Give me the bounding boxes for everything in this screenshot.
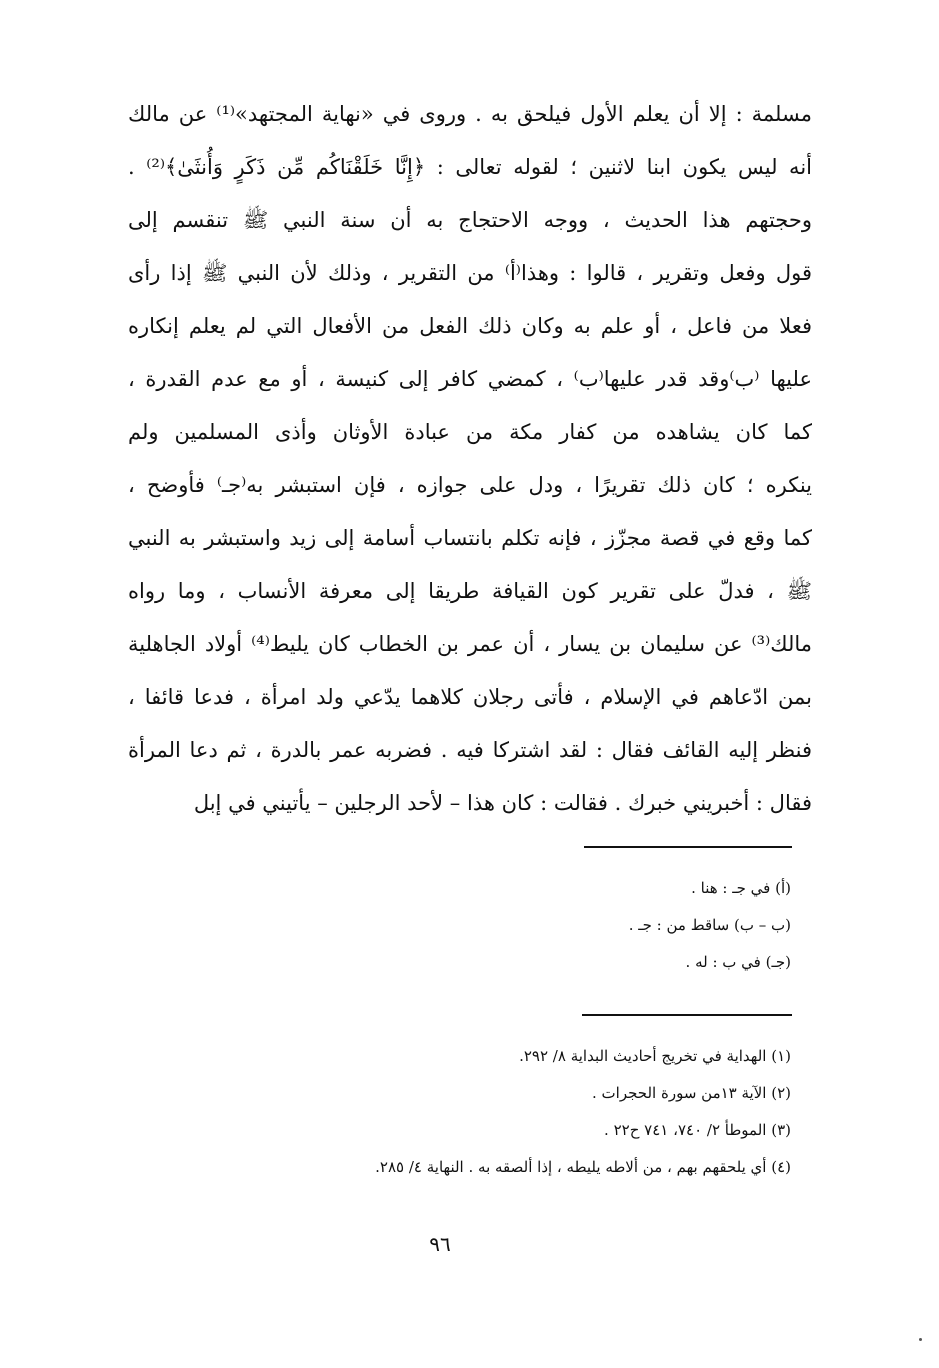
text-line: ينكره ؛ كان ذلك تقريرًا ، ودل على جوازه ، فإن استبشر به⁽جـ⁾ فأوضح ، xyxy=(128,473,812,497)
apparatus-separator-rule xyxy=(584,846,792,848)
footnote: (٢) الآية ١٣من سورة الحجرات . xyxy=(592,1084,791,1102)
text-line: ﷺ ، فدلّ على تقرير كون القيافة طريقا إلى معرفة الأنساب ، وما رواه xyxy=(128,579,812,603)
text-line: فعلا من فاعل ، أو علم به وكان ذلك الفعل من الأفعال التي لم يعلم إنكاره xyxy=(128,314,812,338)
text-line: فقال : أخبريني خبرك . فقالت : كان هذا – لأحد الرجلين – يأتيني في إبل xyxy=(193,791,812,815)
main-text xyxy=(128,88,812,830)
text-line: مسلمة : إلا أن يعلم الأول فيلحق به . وروى في «نهاية المجتهد»⁽¹⁾ عن مالك xyxy=(128,102,812,126)
text-line: وحجتهم هذا الحديث ، ووجه الاحتجاج به أن سنة النبي ﷺ تنقسم إلى xyxy=(128,208,812,232)
apparatus-notes xyxy=(231,870,791,981)
page-number: ٩٦ xyxy=(429,1232,451,1256)
text-line: مالك⁽³⁾ عن سليمان بن يسار ، أن عمر بن الخطاب كان يليط⁽⁴⁾ أولاد الجاهلية xyxy=(128,632,812,656)
apparatus-note: (ب – ب) ساقط من : جـ . xyxy=(628,916,791,934)
footnote: (٣) الموطأ ٢/ ٧٤٠، ٧٤١ ح٢٢ . xyxy=(604,1121,791,1139)
text-line: كما كان يشاهده من كفار مكة من عبادة الأوثان وأذى المسلمين ولم xyxy=(128,420,812,444)
footnote: (١) الهداية في تخريج أحاديث البداية ٨/ ٢٩٢. xyxy=(519,1047,791,1065)
footnote-separator-rule xyxy=(582,1014,792,1016)
text-line: بمن ادّعاهم في الإسلام ، فأتى رجلان كلاهما يدّعي ولد امرأة ، فدعا قائفا ، xyxy=(128,685,812,709)
text-line: كما وقع في قصة مجزّز ، فإنه تكلم بانتساب أسامة إلى زيد واستبشر به النبي xyxy=(128,526,812,550)
apparatus-note: (جـ) في ب : له . xyxy=(685,953,791,971)
footnotes xyxy=(231,1038,791,1186)
apparatus-note: (أ) في جـ : هنا . xyxy=(691,879,791,897)
text-line: فنظر إليه القائف فقال : لقد اشتركا فيه . فضربه عمر بالدرة ، ثم دعا المرأة xyxy=(128,738,812,762)
text-line: قول وفعل وتقرير ، قالوا : وهذا⁽أ⁾ من التقرير ، وذلك لأن النبي ﷺ إذا رأى xyxy=(128,261,812,285)
scan-speck xyxy=(919,1338,922,1341)
text-line: أنه ليس يكون ابنا لاثنين ؛ لقوله تعالى : ﴿إِنَّا خَلَقْنَاكُم مِّن ذَكَرٍ وَأُنثَىٰ﴾⁽²⁾ . xyxy=(128,155,812,179)
footnote: (٤) أي يلحقهم بهم ، من ألاطه يليطه ، إذا ألصقه به . النهاية ٤/ ٢٨٥. xyxy=(375,1158,791,1176)
text-line: عليها ⁽ب⁾وقد قدر عليها⁽ب⁾ ، كمضي كافر إلى كنيسة ، أو مع عدم القدرة ، xyxy=(128,367,812,391)
